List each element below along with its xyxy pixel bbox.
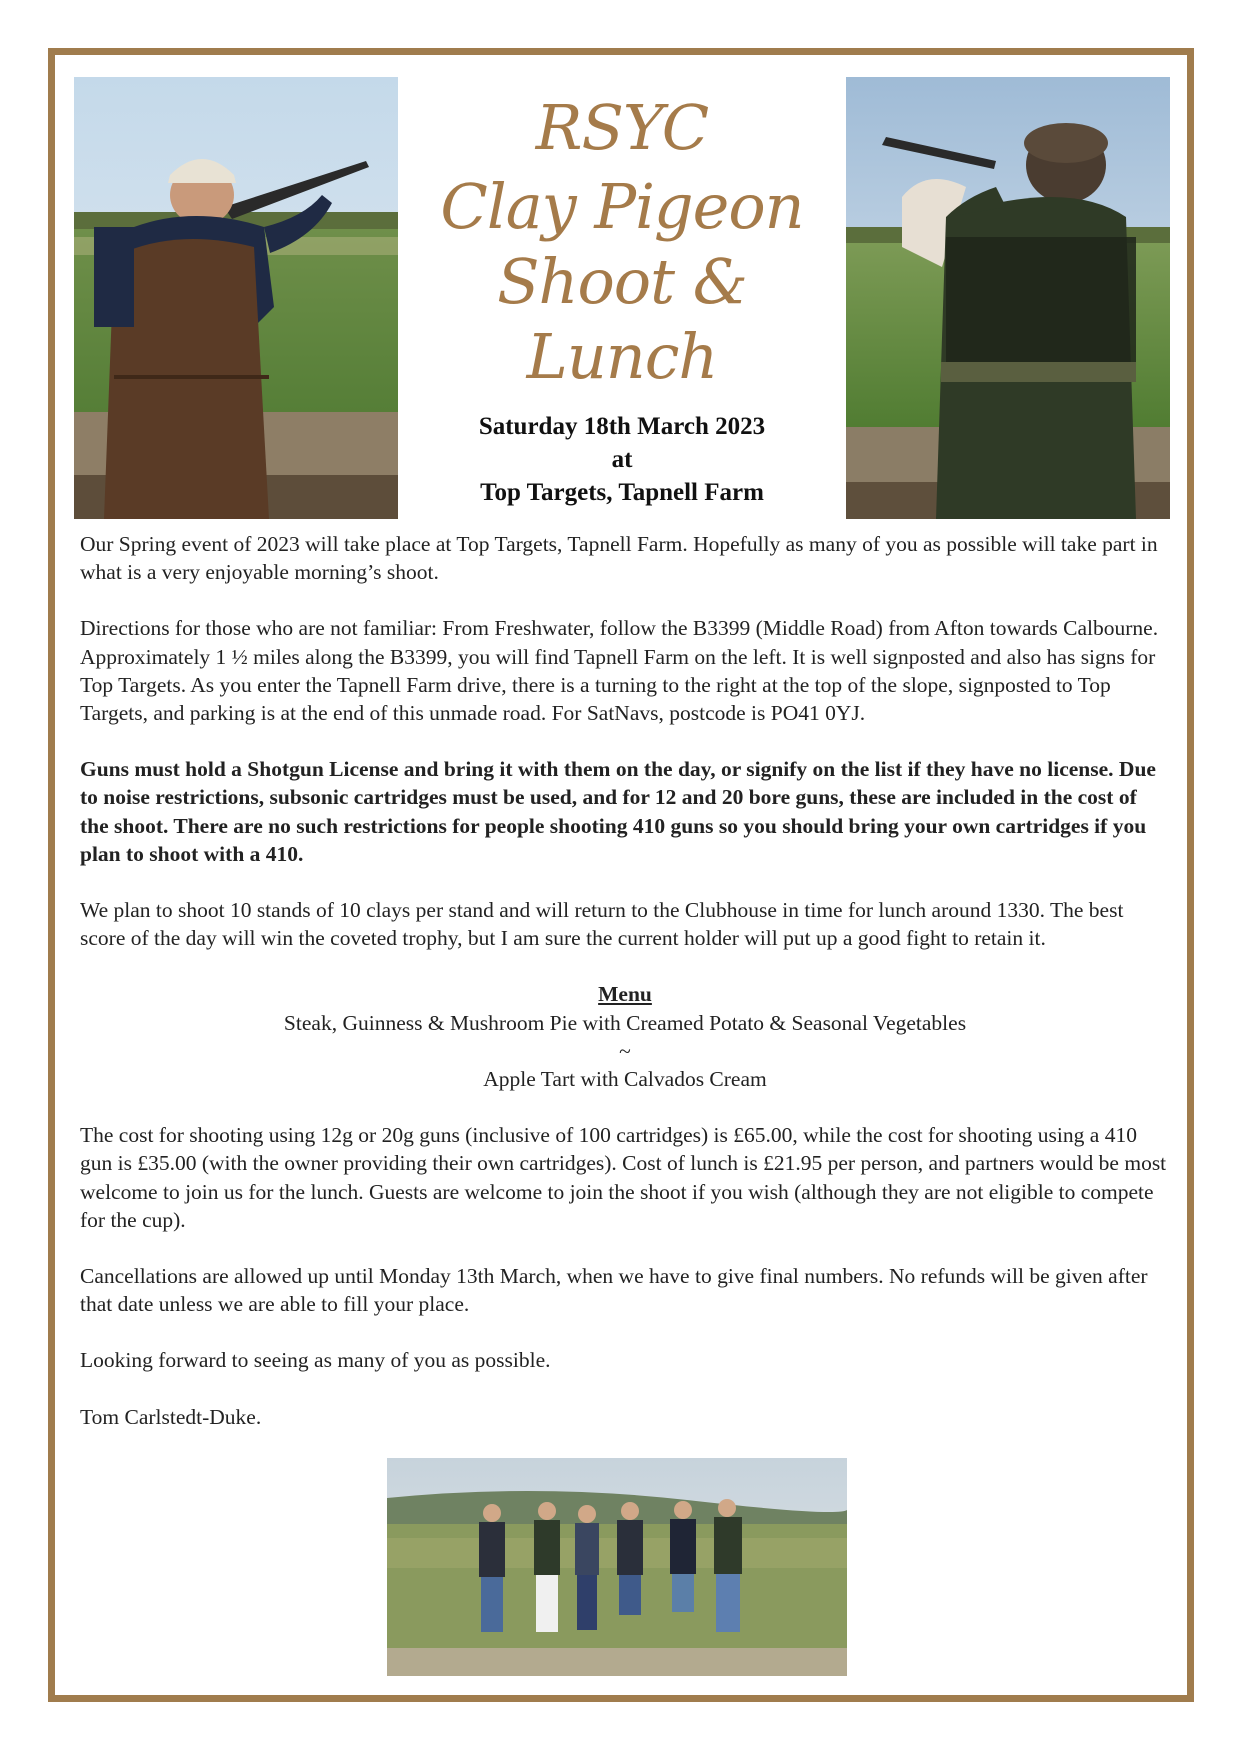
menu-heading: Menu bbox=[598, 982, 652, 1007]
event-header bbox=[400, 90, 844, 509]
event-title-line-1: Clay Pigeon bbox=[440, 170, 804, 243]
letter-body bbox=[80, 530, 1170, 1459]
cost-paragraph: The cost for shooting using 12g or 20g guns (inclusive of 100 cartridges) is £65.00, while the cost for shooting using a 410 gun is £35.00 (with the owner providing their own cartridges). Cost of lunch is £21.95 per person, and partners would be most welcome to join us for the lunch. Guests are welcome to join the shoot if you wish (although they are not eligible to compete for the cup). bbox=[80, 1123, 1167, 1232]
closing-paragraph: Looking forward to seeing as many of you as possible. bbox=[80, 1348, 551, 1373]
event-date: Saturday 18th March 2023 bbox=[478, 413, 766, 440]
event-venue: Top Targets, Tapnell Farm bbox=[480, 479, 764, 506]
shooter-left-photo bbox=[74, 77, 398, 519]
group-photo bbox=[387, 1458, 847, 1676]
signature: Tom Carlstedt-Duke. bbox=[80, 1404, 262, 1429]
menu-separator: ~ bbox=[619, 1038, 631, 1063]
event-at: at bbox=[611, 446, 633, 473]
club-title: RSYC bbox=[535, 91, 709, 164]
event-title-line-2: Shoot & Lunch bbox=[497, 245, 747, 393]
shooter-right-photo bbox=[846, 77, 1170, 519]
guns-paragraph: Guns must hold a Shotgun License and bring it with them on the day, or signify on the list if they have no license. Due to noise restrictions, subsonic cartridges must be used, and for 12 and 20 bore guns, these are included in the cost of the shoot. There are no such restrictions for people shooting 410 guns so you should bring your own cartridges if you plan to shoot with a 410. bbox=[80, 757, 1156, 866]
menu-main-course: Steak, Guinness & Mushroom Pie with Creamed Potato & Seasonal Vegetables bbox=[283, 1010, 967, 1035]
directions-paragraph: Directions for those who are not familiar: From Freshwater, follow the B3399 (Middle Road) from Afton towards Calbourne. Approximately 1 ½ miles along the B3399, you will find Tapnell Farm on the left. It is well signposted and also has signs for Top Targets. As you enter the Tapnell Farm drive, there is a turning to the right at the top of the slope, signposted to Top Targets, and parking is at the end of this unmade road. For SatNavs, postcode is PO41 0YJ. bbox=[80, 616, 1159, 726]
menu-section bbox=[80, 980, 1170, 1093]
plan-paragraph: We plan to shoot 10 stands of 10 clays per stand and will return to the Clubhouse in time for lunch around 1330. The best score of the day will win the coveted trophy, but I am sure the current holder will put up a good fight to retain it. bbox=[80, 898, 1124, 951]
intro-paragraph: Our Spring event of 2023 will take place at Top Targets, Tapnell Farm. Hopefully as many of you as possible will take part in what is a very enjoyable morning’s shoot. bbox=[80, 532, 1158, 585]
cancellations-paragraph: Cancellations are allowed up until Monday 13th March, when we have to give final numbers. No refunds will be given after that date unless we are able to fill your place. bbox=[80, 1264, 1148, 1317]
menu-dessert: Apple Tart with Calvados Cream bbox=[483, 1067, 767, 1092]
